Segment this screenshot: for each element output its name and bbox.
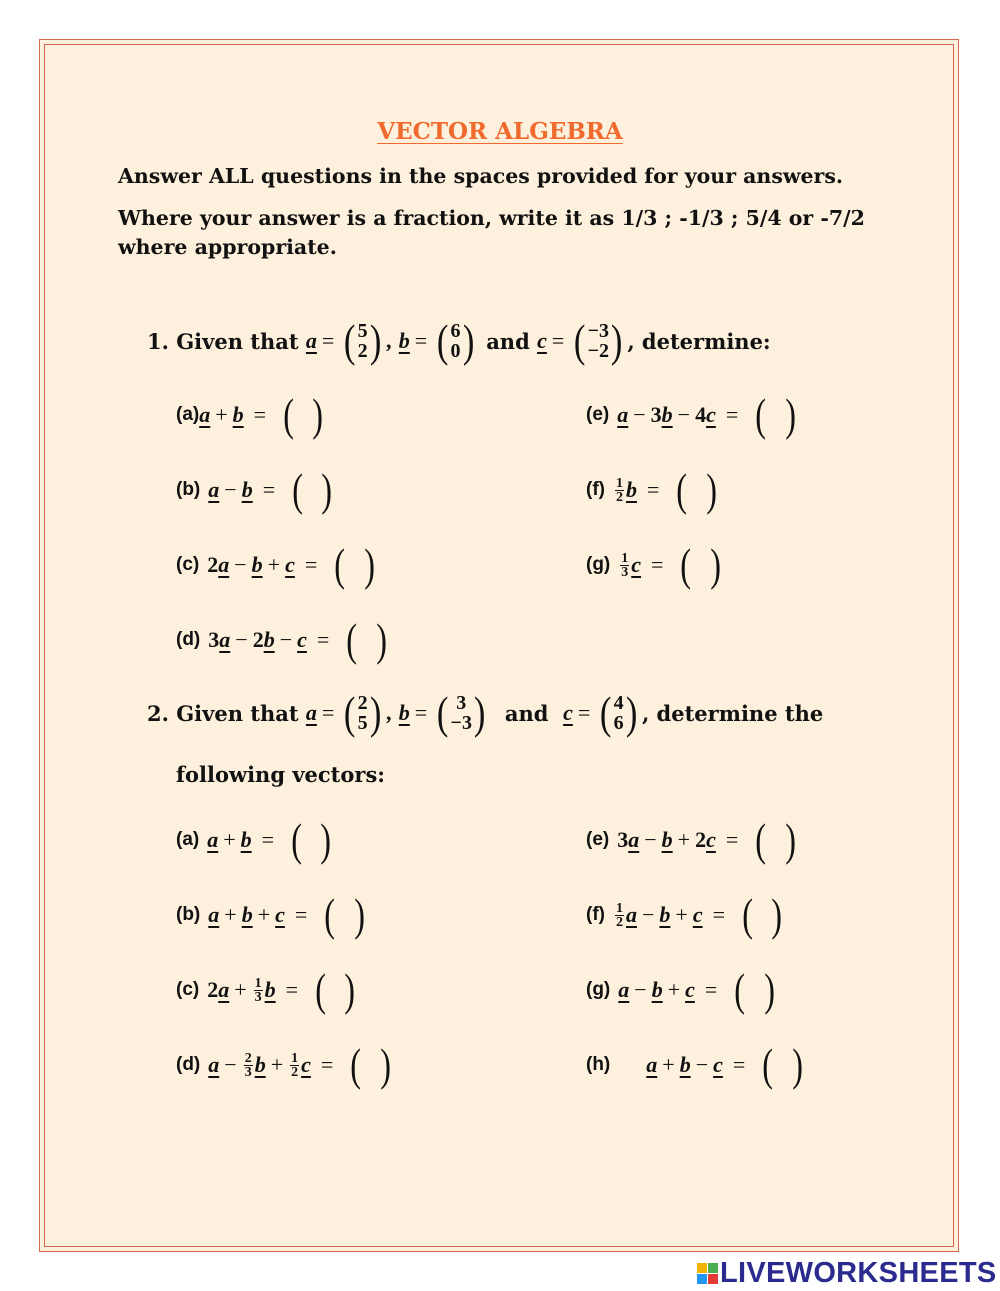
q2-header (147, 687, 824, 738)
equals-sign: = (651, 552, 664, 577)
instruction-1: Answer ALL questions in the spaces provided for your answers. (118, 164, 844, 188)
vector-b-symbol: b (264, 977, 276, 1002)
q2-vector-c: ( 4 6 ) (600, 687, 638, 738)
vector-c-symbol: c (685, 977, 695, 1002)
equals-sign: = (253, 402, 267, 427)
part-label: (c) (176, 554, 200, 575)
vector-c-symbol: c (713, 1052, 723, 1077)
vector-c-symbol: c (275, 902, 285, 927)
numerator: 1 (254, 975, 262, 991)
vector-b-symbol: b (254, 1052, 266, 1077)
equals-sign: = (262, 477, 276, 502)
equals-sign: = (261, 827, 275, 852)
liveworksheets-logo (697, 1257, 997, 1290)
plus-sign: + (215, 402, 228, 427)
vector-b-symbol: b (241, 477, 253, 502)
vector-c-symbol: c (692, 902, 703, 927)
part-label: (g) (586, 979, 611, 1000)
q1-part-d (176, 614, 389, 665)
coefficient: 2 (695, 827, 707, 852)
vector-a-symbol: a (199, 402, 211, 427)
denominator: 3 (254, 989, 262, 1005)
q2-a-x: 2 (357, 692, 368, 714)
vector-a-symbol: a (208, 477, 220, 502)
vector-c-symbol: c (706, 402, 716, 427)
vector-c-symbol: c (301, 1052, 311, 1077)
q2-c-y: 6 (613, 712, 624, 734)
liveworksheets-logo-icon (697, 1263, 718, 1284)
vector-a-symbol: a (219, 627, 231, 652)
vector-b-symbol: b (398, 328, 410, 353)
q2-vector-a: ( 2 5 ) (344, 687, 382, 738)
vector-c-symbol: c (537, 328, 547, 353)
q2-a-y: 5 (357, 712, 368, 734)
vector-b-symbol: b (661, 827, 673, 852)
equals-sign: = (725, 402, 739, 427)
q2-part-h (586, 1039, 805, 1090)
equals-sign: = (704, 977, 718, 1002)
answer-vector[interactable]: ( ) (283, 389, 324, 440)
plus-sign: + (675, 902, 688, 927)
equals-sign: = (316, 627, 330, 652)
q1-vector-a: ( 5 2 ) (344, 315, 382, 366)
part-label: (d) (176, 1054, 201, 1075)
vector-a-symbol: a (305, 700, 317, 725)
minus-sign: − (234, 552, 247, 577)
q2-c-x: 4 (613, 692, 624, 714)
part-label: (b) (176, 479, 201, 500)
fraction (615, 902, 624, 929)
plus-sign: + (234, 977, 247, 1002)
vector-a-symbol: a (305, 328, 317, 353)
plus-sign: + (667, 977, 681, 1002)
answer-vector[interactable]: ( ) (324, 889, 365, 940)
part-label: (b) (176, 904, 201, 925)
q1-vector-b: ( 6 0 ) (437, 315, 474, 366)
equals-sign: = (285, 977, 299, 1002)
part-label: (h) (586, 1054, 611, 1075)
vector-b-symbol: b (398, 700, 410, 725)
minus-sign: − (644, 827, 657, 852)
coefficient: 3 (650, 402, 662, 427)
vector-a-symbol: a (628, 827, 640, 852)
vector-a-symbol: a (617, 402, 629, 427)
vector-b-symbol: b (263, 627, 275, 652)
q2-b-y: −3 (450, 712, 472, 734)
q1-number: 1. (147, 328, 169, 354)
vector-c-symbol: c (297, 627, 307, 652)
fraction (254, 977, 263, 1004)
minus-sign: − (235, 627, 248, 652)
vector-a-symbol: a (218, 977, 230, 1002)
answer-vector[interactable]: ( ) (734, 964, 775, 1015)
q2-part-e (586, 814, 798, 865)
equals-sign: = (725, 827, 739, 852)
denominator: 2 (291, 1064, 299, 1080)
coefficient: 3 (208, 627, 220, 652)
q1-part-a (176, 389, 326, 440)
minus-sign: − (634, 977, 647, 1002)
plus-sign: + (224, 902, 237, 927)
answer-vector[interactable]: ( ) (350, 1039, 391, 1090)
q2-b-x: 3 (456, 692, 467, 714)
part-label: (f) (586, 479, 605, 500)
q1-part-g (586, 539, 723, 590)
comma: , (385, 328, 392, 353)
part-label: (a) (176, 404, 200, 425)
answer-vector[interactable]: ( ) (762, 1039, 803, 1090)
q1-tail: , determine: (627, 328, 771, 354)
vector-b-symbol: b (241, 902, 253, 927)
q2-vector-b: ( 3 −3 ) (437, 687, 486, 738)
vector-a-symbol: a (207, 827, 219, 852)
q1-c-y: −2 (587, 340, 609, 362)
plus-sign: + (662, 1052, 675, 1077)
part-label: (g) (586, 554, 611, 575)
part-label: (f) (586, 904, 605, 925)
q2-number: 2. (147, 700, 169, 726)
coefficient: 2 (207, 977, 219, 1002)
q2-tail: , determine the (641, 700, 824, 726)
q1-part-f (586, 464, 719, 515)
equals-sign: = (294, 902, 308, 927)
q1-a-y: 2 (357, 340, 368, 362)
q1-a-x: 5 (357, 320, 368, 342)
equals-sign: = (414, 328, 428, 353)
q2-header-line2: following vectors: (176, 762, 386, 787)
denominator: 2 (615, 914, 623, 930)
numerator: 1 (291, 1050, 299, 1066)
answer-vector[interactable]: ( ) (755, 814, 796, 865)
vector-b-symbol: b (659, 902, 671, 927)
q2-part-f (586, 889, 785, 940)
plus-sign: + (677, 827, 691, 852)
fraction (615, 477, 624, 504)
plus-sign: + (257, 902, 271, 927)
answer-vector[interactable]: ( ) (334, 539, 375, 590)
minus-sign: − (633, 402, 646, 427)
coefficient: 2 (252, 627, 264, 652)
coefficient: 4 (695, 402, 707, 427)
part-label: (a) (176, 829, 200, 850)
vector-b-symbol: b (625, 477, 637, 502)
denominator: 3 (244, 1064, 252, 1080)
q2-part-c (176, 964, 358, 1015)
vector-a-symbol: a (208, 1052, 220, 1077)
logo-text: LIVEWORKSHEETS (720, 1257, 997, 1289)
q1-part-e (586, 389, 798, 440)
answer-vector[interactable]: ( ) (292, 464, 333, 515)
minus-sign: − (224, 477, 237, 502)
q2-part-g (586, 964, 777, 1015)
q2-part-d (176, 1039, 393, 1090)
minus-sign: − (224, 1052, 237, 1077)
equals-sign: = (712, 902, 726, 927)
q2-part-a (176, 814, 334, 865)
part-label: (d) (176, 629, 201, 650)
q1-b-x: 6 (450, 320, 461, 342)
vector-c-symbol: c (706, 827, 716, 852)
numerator: 1 (621, 550, 629, 566)
equals-sign: = (551, 328, 565, 353)
plus-sign: + (223, 827, 236, 852)
equals-sign: = (304, 552, 318, 577)
coefficient: 3 (617, 827, 629, 852)
numerator: 1 (615, 900, 623, 916)
vector-a-symbol: a (208, 902, 220, 927)
equals-sign: = (414, 700, 428, 725)
part-label: (e) (586, 829, 610, 850)
answer-vector[interactable]: ( ) (346, 614, 387, 665)
equals-sign: = (321, 328, 335, 353)
q1-part-c (176, 539, 377, 590)
minus-sign: − (677, 402, 691, 427)
minus-sign: − (641, 902, 655, 927)
and-word: and (486, 328, 530, 354)
q1-vector-c: ( −3 −2 ) (574, 315, 623, 366)
part-label: (c) (176, 979, 200, 1000)
answer-vector[interactable]: ( ) (315, 964, 356, 1015)
vector-c-symbol: c (631, 552, 642, 577)
vector-b-symbol: b (679, 1052, 691, 1077)
vector-a-symbol: a (646, 1052, 658, 1077)
instruction-2: Where your answer is a fraction, write it as 1/3 ; -1/3 ; 5/4 or -7/2 where appropriate. (118, 206, 865, 259)
vector-b-symbol: b (240, 827, 252, 852)
answer-vector[interactable]: ( ) (755, 389, 796, 440)
vector-c-symbol: c (285, 552, 295, 577)
vector-a-symbol: a (618, 977, 630, 1002)
vector-a-symbol: a (218, 552, 230, 577)
equals-sign: = (646, 477, 660, 502)
vector-b-symbol: b (251, 552, 263, 577)
fraction (620, 552, 629, 579)
answer-vector[interactable]: ( ) (742, 889, 783, 940)
numerator: 1 (615, 475, 623, 491)
q1-part-b (176, 464, 335, 515)
part-label: (e) (586, 404, 610, 425)
denominator: 3 (621, 564, 629, 580)
q2-part-b (176, 889, 367, 940)
q1-c-x: −3 (587, 320, 609, 342)
vector-b-symbol: b (661, 402, 673, 427)
answer-vector[interactable]: ( ) (291, 814, 332, 865)
minus-sign: − (695, 1052, 709, 1077)
fraction (290, 1052, 299, 1079)
and-word: and (504, 700, 549, 726)
vector-b-symbol: b (232, 402, 244, 427)
q1-b-y: 0 (450, 340, 461, 362)
plus-sign: + (267, 552, 281, 577)
vector-c-symbol: c (563, 700, 573, 725)
q2-given: Given that (176, 700, 299, 726)
vector-a-symbol: a (625, 902, 637, 927)
equals-sign: = (320, 1052, 334, 1077)
denominator: 2 (615, 489, 623, 505)
plus-sign: + (270, 1052, 284, 1077)
numerator: 2 (244, 1050, 252, 1066)
fraction (244, 1052, 253, 1079)
equals-sign: = (321, 700, 335, 725)
equals-sign: = (577, 700, 591, 725)
page-title: VECTOR ALGEBRA (377, 118, 623, 145)
coefficient: 2 (207, 552, 219, 577)
q1-header (147, 315, 771, 366)
q1-given: Given that (176, 328, 299, 354)
minus-sign: − (279, 627, 293, 652)
answer-vector[interactable]: ( ) (676, 464, 717, 515)
answer-vector[interactable]: ( ) (680, 539, 721, 590)
vector-b-symbol: b (651, 977, 663, 1002)
equals-sign: = (732, 1052, 746, 1077)
comma: , (385, 700, 392, 725)
